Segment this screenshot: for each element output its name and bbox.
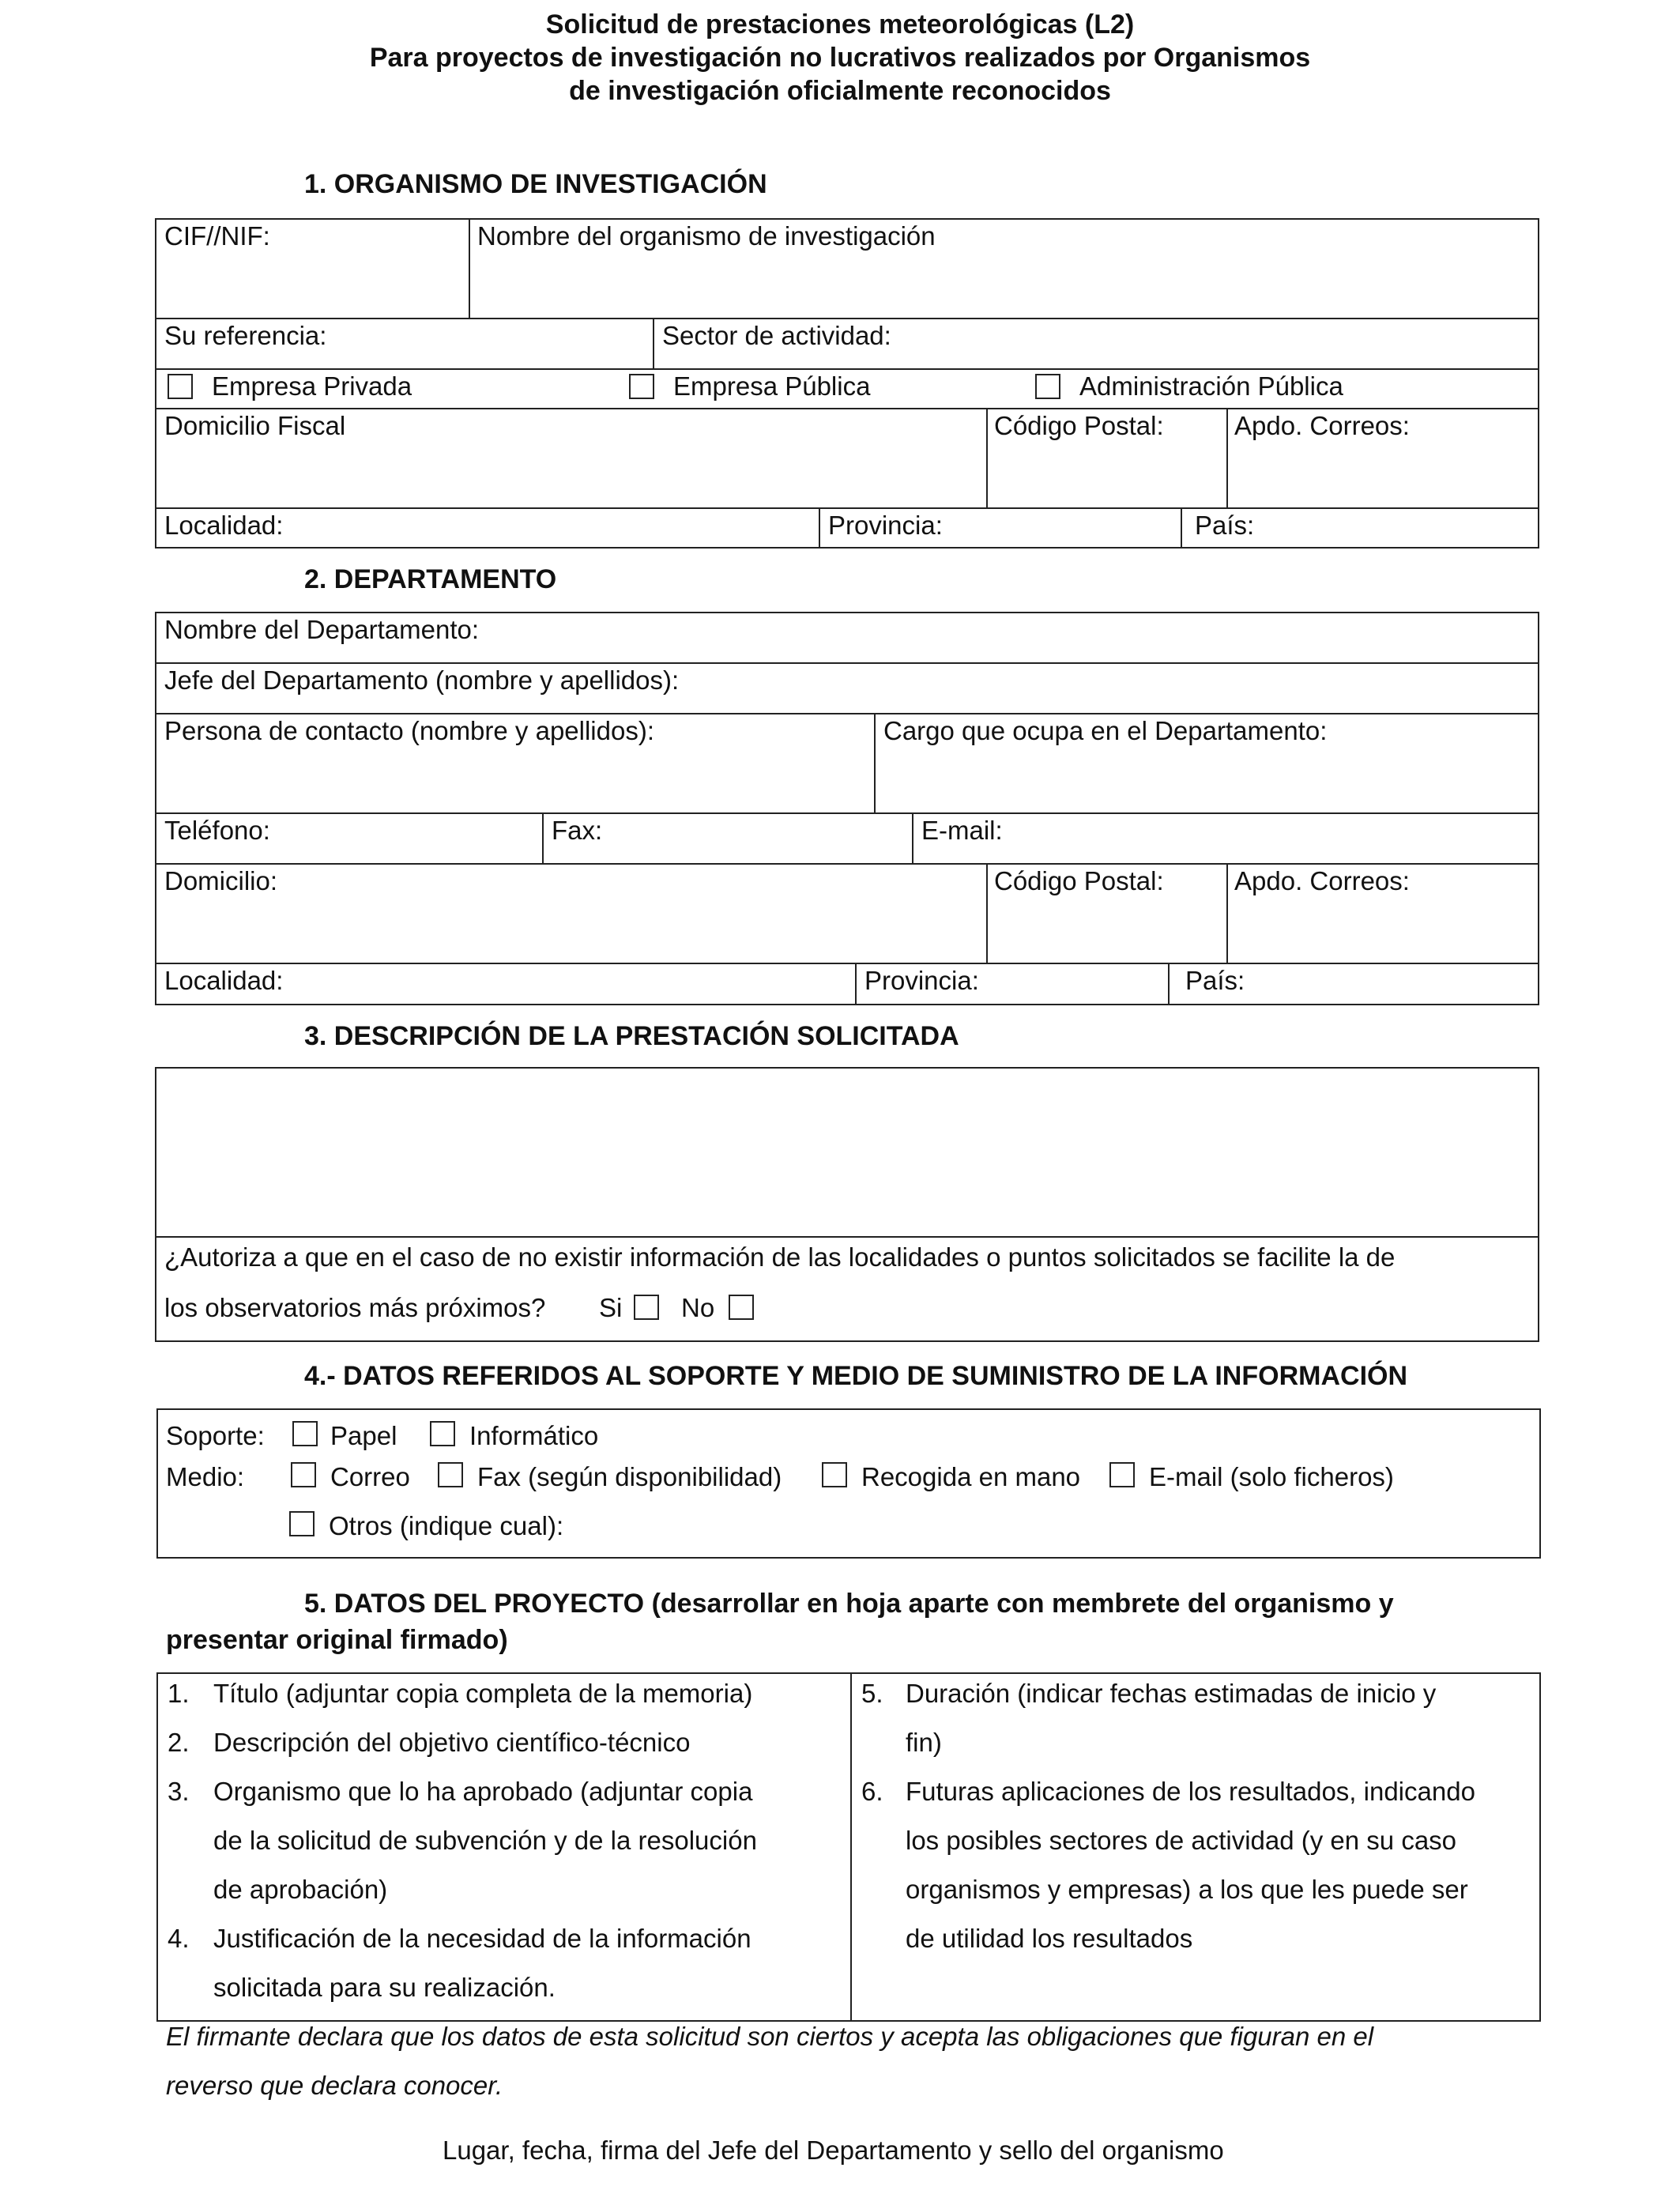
divider — [155, 408, 1539, 409]
no-label: No — [681, 1293, 715, 1322]
item-number: 2. — [168, 1728, 190, 1757]
apdo-correos-label: Apdo. Correos: — [1234, 866, 1410, 895]
section5-heading-line1: 5. DATOS DEL PROYECTO (desarrollar en hoja aparte con membrete del organismo y — [304, 1589, 1394, 1619]
descripcion-textarea[interactable] — [158, 1070, 1536, 1235]
otros-label: Otros (indique cual): — [329, 1511, 564, 1540]
empresa-privada-checkbox[interactable] — [168, 374, 193, 399]
fax-label: Fax: — [552, 816, 603, 845]
item-number: 4. — [168, 1924, 190, 1953]
divider — [155, 318, 1539, 319]
list-item: Justificación de la necesidad de la información — [213, 1924, 751, 1953]
divider — [819, 507, 820, 548]
divider — [155, 368, 1539, 370]
declaracion-line1: El firmante declara que los datos de esta solicitud son ciertos y acepta las obligaciones que figuran en el — [166, 2022, 1374, 2051]
section1-heading: 1. ORGANISMO DE INVESTIGACIÓN — [304, 169, 767, 199]
divider — [1226, 408, 1228, 507]
fax-option-label: Fax (según disponibilidad) — [477, 1462, 782, 1491]
item-number: 5. — [861, 1679, 883, 1708]
telefono-label: Teléfono: — [164, 816, 270, 845]
section2-heading: 2. DEPARTAMENTO — [304, 564, 557, 594]
informatico-checkbox[interactable] — [430, 1421, 455, 1446]
divider — [855, 963, 857, 1005]
administracion-publica-checkbox[interactable] — [1035, 374, 1060, 399]
divider — [986, 863, 988, 963]
provincia-label: Provincia: — [828, 511, 943, 540]
form-title: Solicitud de prestaciones meteorológicas (L2) — [545, 9, 1135, 40]
list-item: Descripción del objetivo científico-técnico — [213, 1728, 691, 1757]
item-number: 3. — [168, 1777, 190, 1806]
firma-label: Lugar, fecha, firma del Jefe del Departamento y sello del organismo — [443, 2136, 1224, 2165]
item-number: 6. — [861, 1777, 883, 1806]
form-subtitle-line2: de investigación oficialmente reconocidos — [569, 76, 1111, 106]
domicilio-label: Domicilio: — [164, 866, 278, 895]
informatico-label: Informático — [469, 1421, 599, 1450]
email-option-label: E-mail (solo ficheros) — [1149, 1462, 1394, 1491]
empresa-publica-checkbox[interactable] — [629, 374, 654, 399]
divider — [155, 863, 1539, 865]
soporte-label: Soporte: — [166, 1421, 265, 1450]
divider — [155, 1236, 1539, 1238]
item-number: 1. — [168, 1679, 190, 1708]
empresa-privada-label: Empresa Privada — [212, 371, 412, 401]
divider — [155, 713, 1539, 714]
list-item-cont: los posibles sectores de actividad (y en su caso — [906, 1826, 1457, 1855]
cif-label: CIF//NIF: — [164, 221, 270, 251]
pais-label: País: — [1185, 966, 1245, 995]
correo-checkbox[interactable] — [291, 1462, 316, 1487]
form-subtitle-line1: Para proyectos de investigación no lucrativos realizados por Organismos — [369, 43, 1311, 73]
persona-contacto-label: Persona de contacto (nombre y apellidos): — [164, 716, 655, 745]
autoriza-question-line1: ¿Autoriza a que en el caso de no existir información de las localidades o puntos solicitados se facilite la de — [164, 1242, 1396, 1272]
localidad-label: Localidad: — [164, 966, 284, 995]
provincia-label: Provincia: — [864, 966, 979, 995]
codigo-postal-label: Código Postal: — [994, 411, 1164, 440]
section4-heading: 4.- DATOS REFERIDOS AL SOPORTE Y MEDIO DE SUMINISTRO DE LA INFORMACIÓN — [304, 1361, 1408, 1391]
jefe-departamento-label: Jefe del Departamento (nombre y apellidos): — [164, 665, 680, 695]
divider — [155, 662, 1539, 664]
list-item-cont: fin) — [906, 1728, 942, 1757]
codigo-postal-label: Código Postal: — [994, 866, 1164, 895]
list-item-cont: solicitada para su realización. — [213, 1973, 556, 2002]
departamento-nombre-label: Nombre del Departamento: — [164, 615, 480, 644]
email-checkbox[interactable] — [1109, 1462, 1135, 1487]
divider — [542, 812, 544, 863]
localidad-label: Localidad: — [164, 511, 284, 540]
divider — [986, 408, 988, 507]
autoriza-question-line2: los observatorios más próximos? — [164, 1293, 546, 1322]
list-item: Organismo que lo ha aprobado (adjuntar copia — [213, 1777, 753, 1806]
list-item-cont: de la solicitud de subvención y de la resolución — [213, 1826, 757, 1855]
divider — [874, 713, 876, 812]
administracion-publica-label: Administración Pública — [1079, 371, 1343, 401]
correo-label: Correo — [330, 1462, 410, 1491]
no-checkbox[interactable] — [729, 1295, 754, 1320]
cargo-label: Cargo que ocupa en el Departamento: — [883, 716, 1328, 745]
divider — [1181, 507, 1182, 548]
divider — [155, 963, 1539, 964]
recogida-label: Recogida en mano — [861, 1462, 1081, 1491]
apdo-correos-label: Apdo. Correos: — [1234, 411, 1410, 440]
section5-heading-line2: presentar original firmado) — [166, 1625, 508, 1655]
divider — [912, 812, 913, 863]
divider — [653, 318, 654, 368]
divider — [155, 507, 1539, 509]
si-label: Si — [599, 1293, 623, 1322]
divider — [1168, 963, 1170, 1005]
recogida-checkbox[interactable] — [822, 1462, 847, 1487]
list-item: Título (adjuntar copia completa de la memoria) — [213, 1679, 753, 1708]
referencia-label: Su referencia: — [164, 321, 327, 350]
fax-checkbox[interactable] — [438, 1462, 463, 1487]
pais-label: País: — [1195, 511, 1255, 540]
list-item-cont: de utilidad los resultados — [906, 1924, 1193, 1953]
declaracion-line2: reverso que declara conocer. — [166, 2071, 503, 2100]
otros-checkbox[interactable] — [289, 1511, 315, 1536]
medio-label: Medio: — [166, 1462, 245, 1491]
list-item: Futuras aplicaciones de los resultados, indicando — [906, 1777, 1475, 1806]
divider — [469, 218, 470, 318]
papel-checkbox[interactable] — [292, 1421, 318, 1446]
list-item: Duración (indicar fechas estimadas de inicio y — [906, 1679, 1437, 1708]
divider — [1226, 863, 1228, 963]
list-item-cont: de aprobación) — [213, 1875, 388, 1904]
organismo-nombre-label: Nombre del organismo de investigación — [477, 221, 936, 251]
si-checkbox[interactable] — [634, 1295, 659, 1320]
divider — [850, 1672, 852, 2022]
list-item-cont: organismos y empresas) a los que les puede ser — [906, 1875, 1468, 1904]
papel-label: Papel — [330, 1421, 397, 1450]
sector-label: Sector de actividad: — [662, 321, 891, 350]
divider — [155, 812, 1539, 814]
domicilio-fiscal-label: Domicilio Fiscal — [164, 411, 346, 440]
empresa-publica-label: Empresa Pública — [673, 371, 871, 401]
section3-heading: 3. DESCRIPCIÓN DE LA PRESTACIÓN SOLICITADA — [304, 1021, 959, 1051]
email-label: E-mail: — [921, 816, 1003, 845]
